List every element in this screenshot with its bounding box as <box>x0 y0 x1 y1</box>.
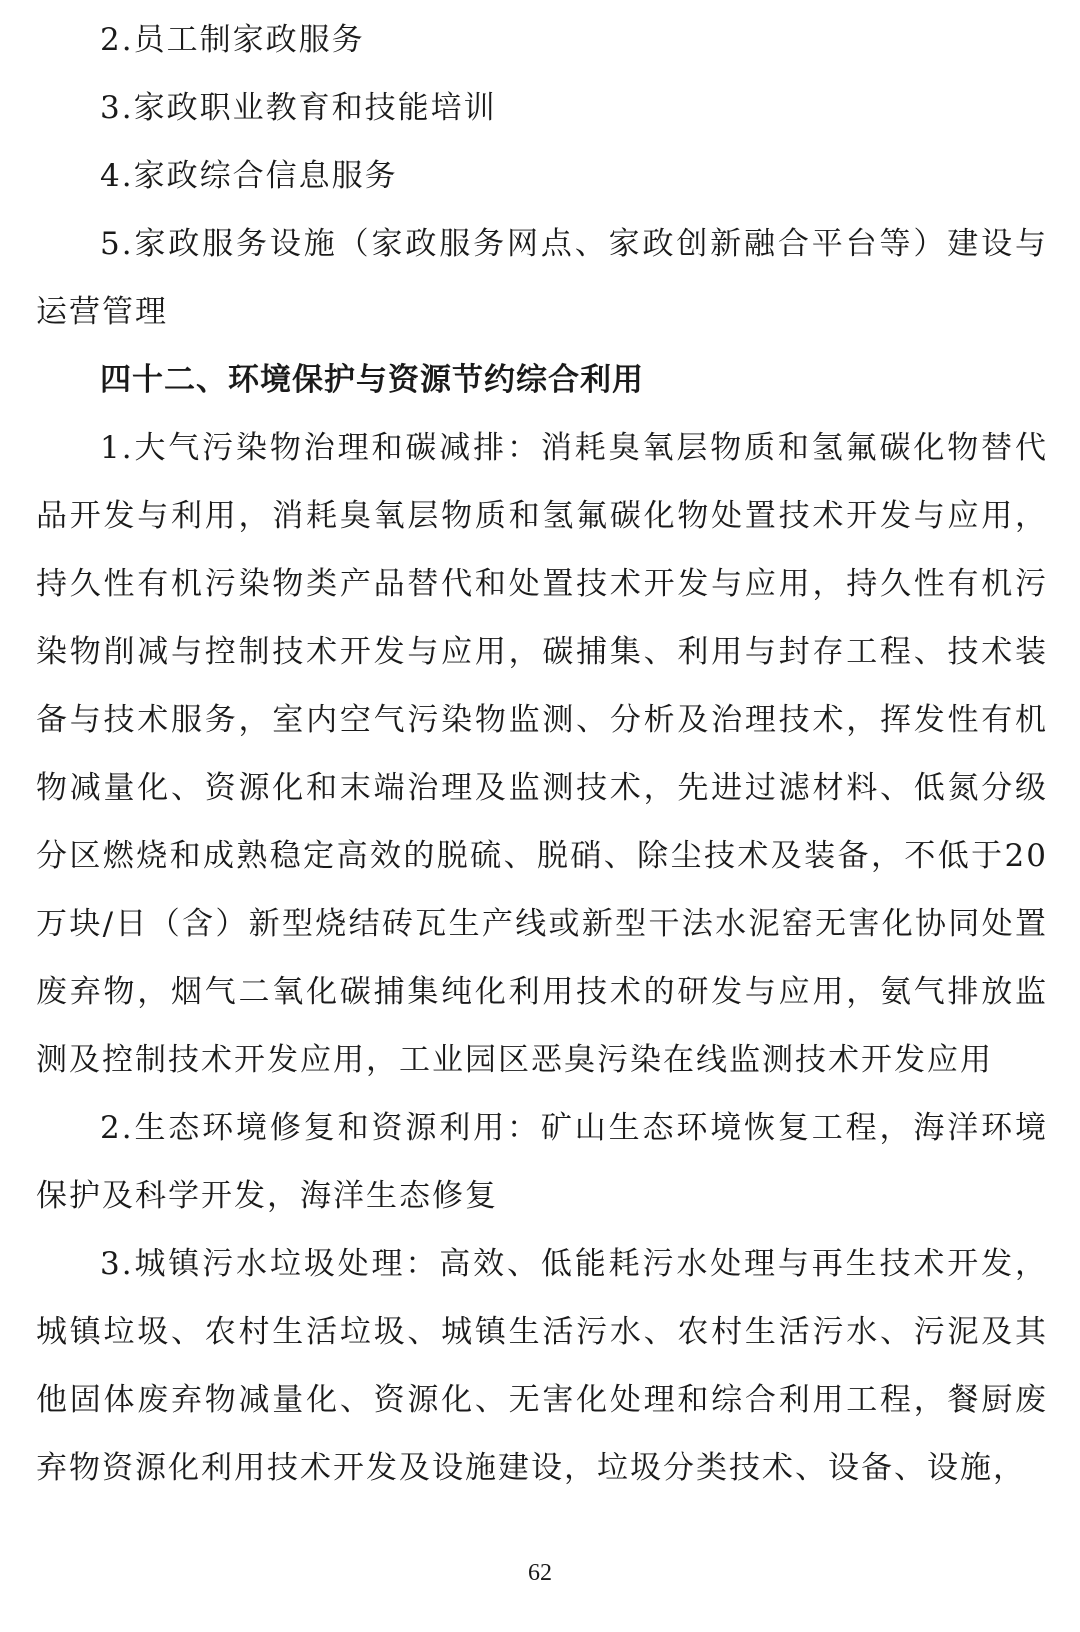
page-number: 62 <box>528 1560 552 1586</box>
paragraph-item-5: 5.家政服务设施（家政服务网点、家政创新融合平台等）建设与运营管理 <box>36 226 1048 330</box>
paragraph-urban-waste: 3.城镇污水垃圾处理：高效、低能耗污水处理与再生技术开发，城镇垃圾、农村生活垃圾、城镇生活污水、农村生活污水、污泥及其他固体废弃物减量化、资源化、无害化处理和综合利用工程，餐厨废弃物资源化利用技术开发及设施建设，垃圾分类技术、设备、设施， <box>36 1246 1048 1486</box>
paragraph-item-4: 4.家政综合信息服务 <box>100 158 398 194</box>
paragraph-item-3: 3.家政职业教育和技能培训 <box>100 90 497 126</box>
paragraph-item-2: 2.员工制家政服务 <box>100 22 365 58</box>
paragraph-ecological-restoration: 2.生态环境修复和资源利用：矿山生态环境恢复工程，海洋环境保护及科学开发，海洋生态修复 <box>36 1110 1048 1214</box>
paragraph-air-pollution: 1.大气污染物治理和碳减排：消耗臭氧层物质和氢氟碳化物替代品开发与利用，消耗臭氧层物质和氢氟碳化物处置技术开发与应用，持久性有机污染物类产品替代和处置技术开发与应用，持久性有机污染物削减与控制技术开发与应用，碳捕集、利用与封存工程、技术装备与技术服务，室内空气污染物监测、分析及治理技术，挥发性有机物减量化、资源化和末端治理及监测技术，先进过滤材料、低氮分级分区燃烧和成熟稳定高效的脱硫、脱硝、除尘技术及装备，不低于20万块/日（含）新型烧结砖瓦生产线或新型干法水泥窑无害化协同处置废弃物，烟气二氧化碳捕集纯化利用技术的研发与应用，氨气排放监测及控制技术开发应用，工业园区恶臭污染在线监测技术开发应用 <box>36 430 1048 1078</box>
section-heading: 四十二、环境保护与资源节约综合利用 <box>100 362 644 398</box>
document-page <box>36 6 1048 1502</box>
